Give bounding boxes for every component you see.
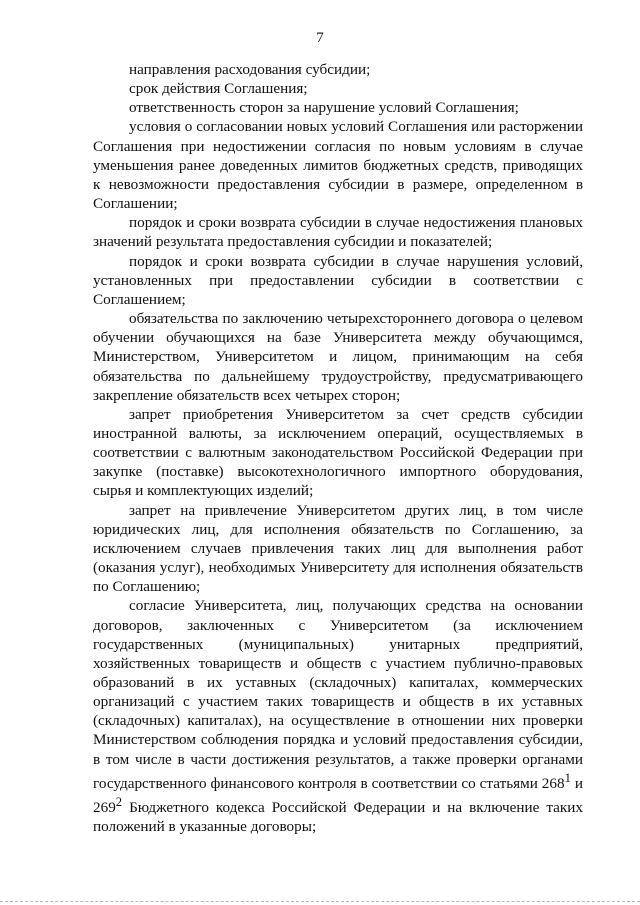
paragraph: ответственность сторон за нарушение условий Соглашения; [129,99,519,117]
paragraph: запрет на привлечение Университетом других лиц, в том числе юридических лиц, для исполнения обязательств по Соглашению, за исключением случаев привлечения таких лиц для выполнения работ (оказания услуг), необходимых Университету для исполнения обязательств по Соглашению; [93,501,583,596]
superscript: 1 [564,770,571,785]
paragraph-text: Бюджетного кодекса Российской Федерации и на включение таких положений в указанные договоры; [93,799,583,836]
paragraph: обязательства по заключению четырехстороннего договора о целевом обучении обучающихся на базе Университета между обучающимся, Министерством, Университетом и лицом, принимающим на себя обязательства по дальнейшему трудоустройству, предусматривающего закрепление обязательств всех четырех сторон; [93,310,583,404]
paragraph: условия о согласовании новых условий Соглашения или расторжении Соглашения при недостижении согласия по новым условиям в случае уменьшения ранее доведенных лимитов бюджетных средств, приводящих к невозможности предоставления субсидии в размере, определенном в Соглашении; [93,118,583,213]
paragraph: порядок и сроки возврата субсидии в случае недостижения плановых значений результата предоставления субсидии и показателей; [93,214,583,251]
superscript: 2 [115,795,123,809]
paragraph: направления расходования субсидии; [129,61,371,78]
page-number: 7 [316,30,324,46]
page-bottom-edge [0,901,640,902]
paragraph: срок действия Соглашения; [129,80,308,98]
document-body [93,60,583,836]
paragraph-text: согласие Университета, лиц, получающих средства на основании договоров, заключенных с Университетом (за исключением государственных (муниципальных) унитарных предприятий, хозяйственных товариществ и обществ с участием публично-правовых образований в их уставных (складочных) капиталах, коммерческих организаций с участием таких товариществ и обществ в их уставных (складочных) капиталах), на осуществление в отношении них проверки Министерством соблюдения порядка и условий предоставления субсидии, в том числе в части достижения результатов, а также проверки органами государственного финансового контроля в соответствии со статьями 268 [93,597,583,792]
paragraph: запрет приобретения Университетом за счет средств субсидии иностранной валюты, за исключением операций, осуществляемых в соответствии с валютным законодательством Российской Федерации при закупке (поставке) высокотехнологичного импортного оборудования, сырья и комплектующих изделий; [93,405,583,500]
paragraph: порядок и сроки возврата субсидии в случае нарушения условий, установленных при предоставлении субсидии в соответствии с Соглашением; [93,252,583,308]
paragraph-text: и 269 [93,774,583,817]
paragraph-with-article-references [93,596,583,836]
